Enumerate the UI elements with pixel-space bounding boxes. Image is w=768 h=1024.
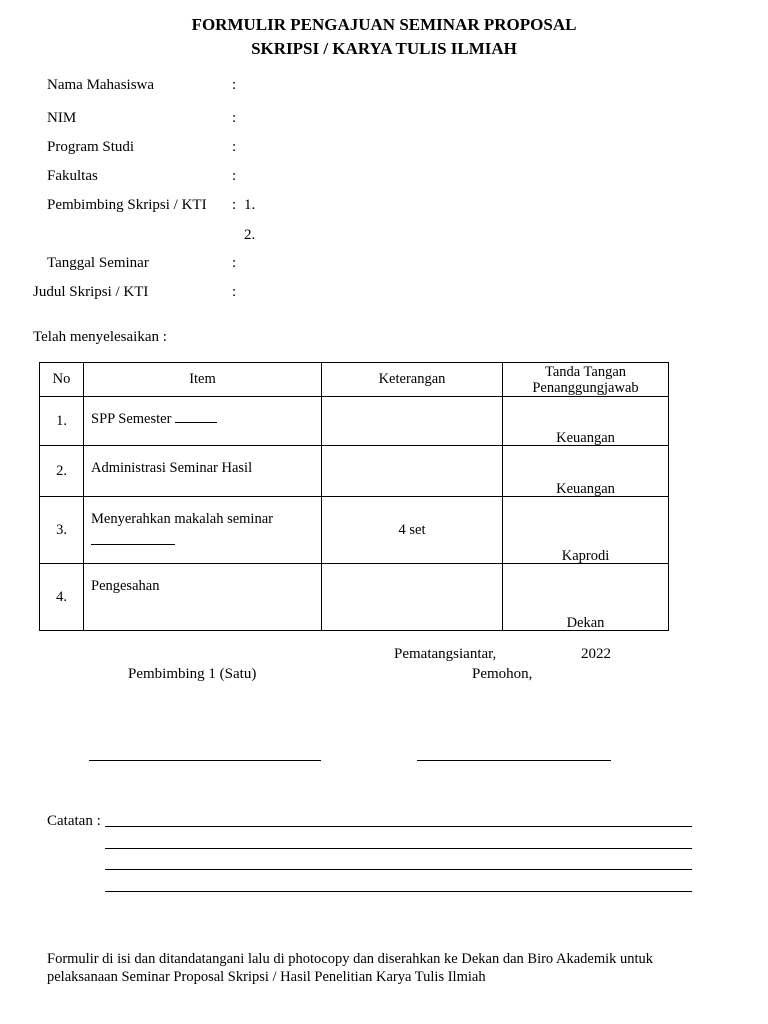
field-sep-nama: : — [232, 77, 237, 93]
field-label-tanggal: Tanggal Seminar — [47, 255, 149, 271]
notes-line — [105, 891, 692, 892]
header-no: No — [40, 363, 84, 397]
header-ttd-line2: Penanggungjawab — [532, 379, 639, 396]
row-ttd-cell — [503, 564, 669, 631]
row-item: Menyerahkan makalah seminar — [91, 511, 273, 527]
table-row — [40, 446, 669, 497]
signature-year: 2022 — [581, 646, 611, 662]
notes-line — [105, 848, 692, 849]
field-sep-nim: : — [232, 110, 237, 126]
row-number: 4. — [40, 564, 84, 631]
table-row — [40, 497, 669, 564]
field-label-nama: Nama Mahasiswa — [47, 77, 155, 93]
signature-left-label: Pembimbing 1 (Satu) — [128, 666, 257, 682]
field-value-pembimbing-2: 2. — [244, 227, 256, 243]
completed-label: Telah menyelesaikan : — [33, 329, 167, 345]
notes-line — [105, 869, 692, 870]
field-value-pembimbing-1: 1. — [244, 197, 256, 213]
row-ttd-cell — [503, 446, 669, 497]
row-number: 2. — [40, 446, 84, 497]
row-item-cell — [84, 446, 322, 497]
row-ttd-cell — [503, 497, 669, 564]
field-sep-pembimbing: : — [232, 197, 237, 213]
row-keterangan — [322, 446, 503, 497]
items-table — [39, 362, 669, 631]
field-sep-fakultas: : — [232, 168, 237, 184]
field-label-prodi: Program Studi — [47, 139, 135, 155]
field-label-pembimbing: Pembimbing Skripsi / KTI — [47, 197, 207, 213]
row-ttd: Keuangan — [556, 430, 615, 446]
table-header-row — [40, 363, 669, 397]
field-label-nim: NIM — [47, 110, 77, 126]
footer-line1: Formulir di isi dan ditandatangani lalu di photocopy dan diserahkan ke Dekan dan Biro Akademik untuk — [47, 951, 654, 967]
row-number: 3. — [40, 497, 84, 564]
form-title-line2: SKRIPSI / KARYA TULIS ILMIAH — [251, 39, 517, 58]
field-label-fakultas: Fakultas — [47, 168, 98, 184]
field-label-judul: Judul Skripsi / KTI — [33, 284, 149, 300]
table-row — [40, 564, 669, 631]
notes-label: Catatan : — [47, 813, 101, 829]
notes-line — [105, 826, 692, 827]
header-keterangan: Keterangan — [322, 363, 503, 397]
signature-place: Pematangsiantar, — [394, 646, 497, 662]
footer-line2: pelaksanaan Seminar Proposal Skripsi / Hasil Penelitian Karya Tulis Ilmiah — [47, 969, 486, 985]
signature-line-pembimbing — [89, 760, 321, 761]
field-sep-judul: : — [232, 284, 237, 300]
row-ttd: Kaprodi — [561, 548, 610, 564]
field-sep-tanggal: : — [232, 255, 237, 271]
signature-line-pemohon — [417, 760, 611, 761]
row-number: 1. — [40, 397, 84, 446]
header-tanda-tangan — [503, 363, 669, 397]
row-item-cell — [84, 497, 322, 564]
row-item-cell — [84, 564, 322, 631]
makalah-blank-line — [91, 544, 175, 545]
row-item: Administrasi Seminar Hasil — [91, 460, 253, 476]
row-item: Pengesahan — [91, 578, 160, 594]
header-item: Item — [84, 363, 322, 397]
row-keterangan: 4 set — [322, 497, 503, 564]
row-keterangan — [322, 397, 503, 446]
table-row — [40, 397, 669, 446]
row-ttd: Keuangan — [556, 481, 615, 497]
signature-right-label: Pemohon, — [472, 666, 533, 682]
header-ttd-line1: Tanda Tangan — [544, 363, 627, 380]
field-sep-prodi: : — [232, 139, 237, 155]
row-item: SPP Semester — [91, 411, 172, 427]
row-keterangan — [322, 564, 503, 631]
semester-blank-line — [175, 412, 217, 423]
row-ttd: Dekan — [566, 615, 605, 631]
row-ttd-cell — [503, 397, 669, 446]
row-item-cell — [84, 397, 322, 446]
form-title-line1: FORMULIR PENGAJUAN SEMINAR PROPOSAL — [191, 15, 577, 34]
